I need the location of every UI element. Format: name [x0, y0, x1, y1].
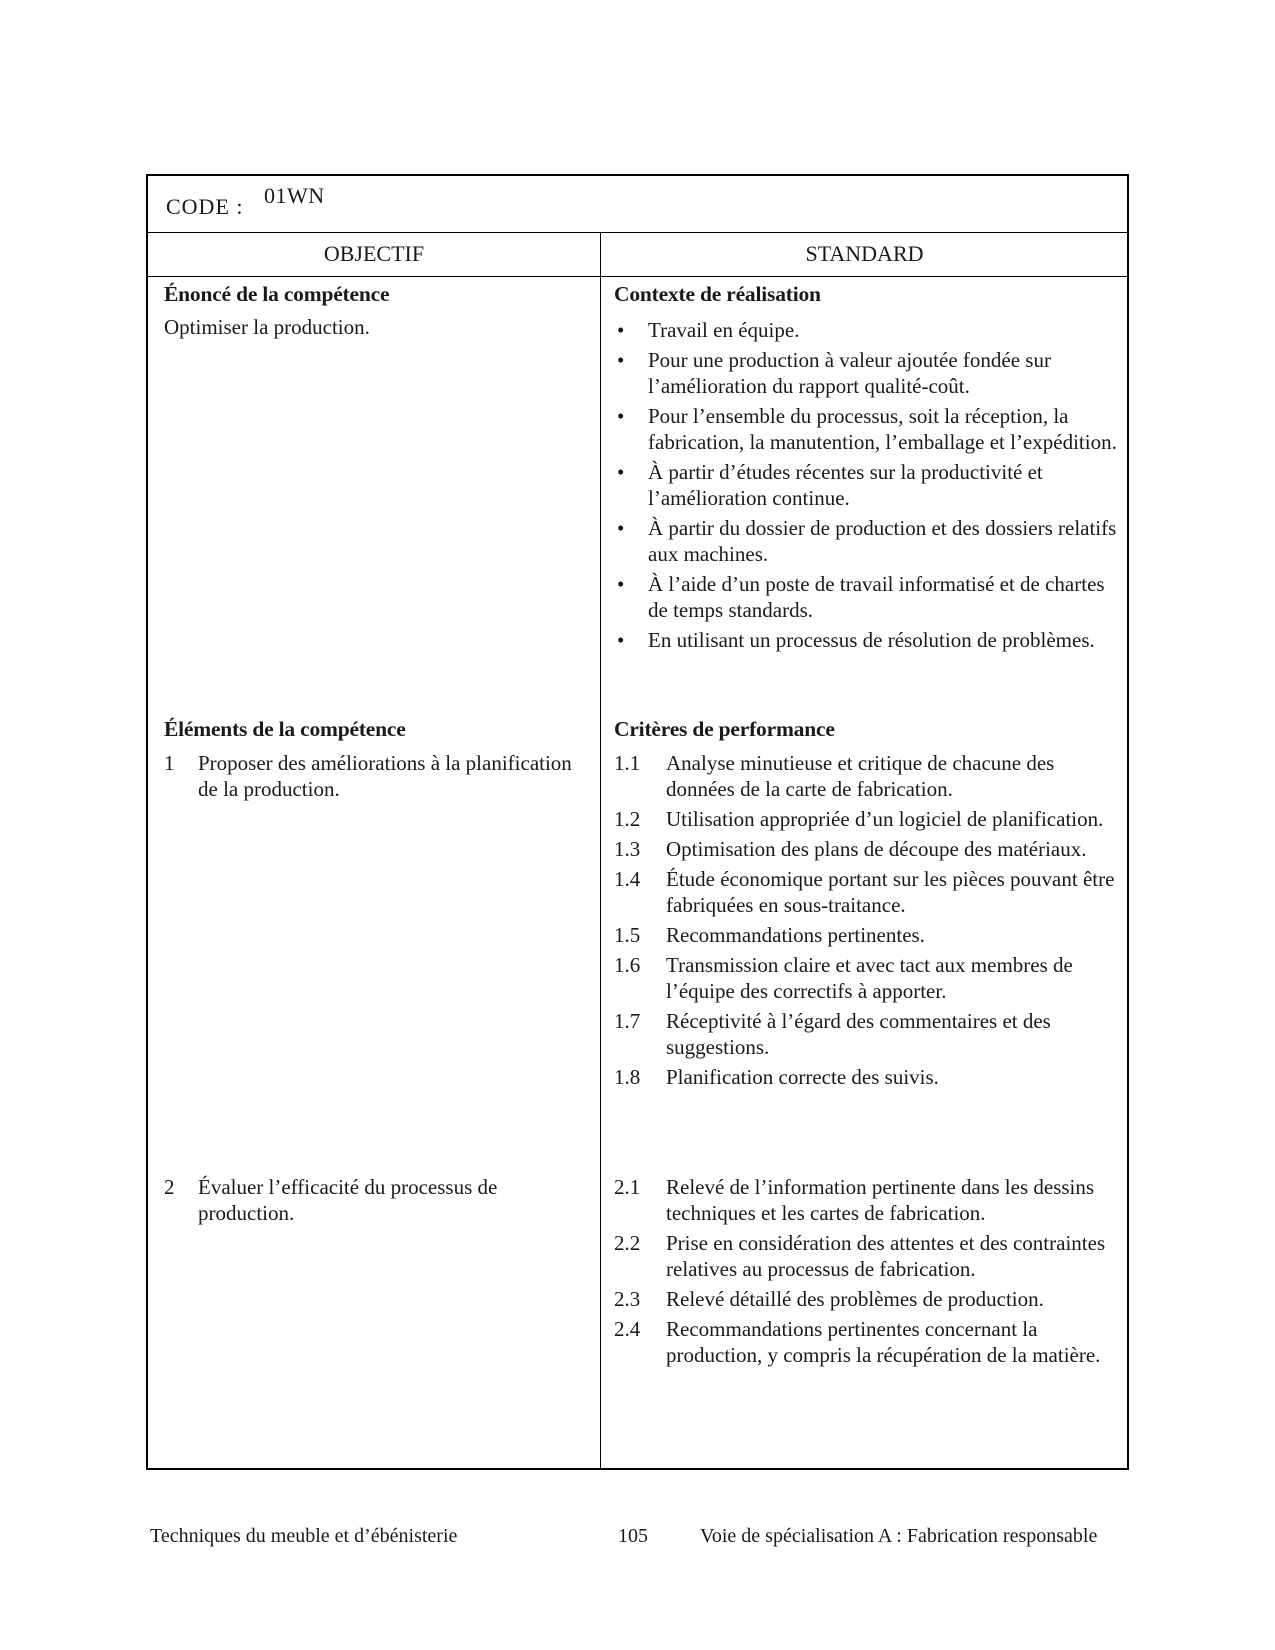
bullet-icon: •	[617, 318, 625, 342]
critere-item: 1.2 Utilisation appropriée d’un logiciel de planification.	[614, 807, 1104, 831]
contexte-item: • À l’aide d’un poste de travail informatisé et de chartes de temps standards.	[617, 572, 1105, 622]
contexte-item: • À partir du dossier de production et des dossiers relatifs aux machines.	[617, 516, 1117, 566]
critere-number: 1.2	[614, 807, 641, 831]
element-text: Évaluer l’efficacité du processus de production.	[198, 1175, 498, 1225]
contexte-item: • En utilisant un processus de résolution de problèmes.	[617, 628, 1095, 652]
critere-item: 2.2 Prise en considération des attentes et des contraintes relatives au processus de fabrication.	[614, 1231, 1106, 1281]
critere-item: 2.3 Relevé détaillé des problèmes de production.	[614, 1287, 1044, 1311]
critere-item: 1.6 Transmission claire et avec tact aux membres de l’équipe des correctifs à apporter.	[614, 953, 1073, 1003]
element-item-2	[164, 1174, 584, 1226]
bullet-icon: •	[617, 572, 625, 596]
critere-item: 1.8 Planification correcte des suivis.	[614, 1065, 939, 1089]
element-item	[164, 750, 584, 802]
code-value: 01WN	[264, 183, 325, 208]
critere-item: 1.7 Réceptivité à l’égard des commentaires et des suggestions.	[614, 1009, 1051, 1059]
contexte-item: • À partir d’études récentes sur la productivité et l’amélioration continue.	[617, 460, 1043, 510]
critere-number: 1.5	[614, 923, 641, 947]
criteres-section	[614, 716, 1124, 1094]
code-label: CODE :	[166, 194, 244, 219]
contexte-item: • Travail en équipe.	[617, 318, 800, 342]
enonce-section	[164, 281, 584, 340]
critere-number: 2.1	[614, 1175, 641, 1199]
elements-section	[164, 716, 584, 802]
criteres-list-2	[614, 1174, 1124, 1372]
critere-item: 1.3 Optimisation des plans de découpe des matériaux.	[614, 837, 1087, 861]
critere-item: 2.4 Recommandations pertinentes concernant la production, y compris la récupération de la matière.	[614, 1317, 1101, 1367]
column-header-row	[148, 232, 1127, 277]
critere-number: 2.2	[614, 1231, 641, 1255]
footer-right: Voie de spécialisation A : Fabrication responsable	[700, 1525, 1098, 1547]
contexte-section	[614, 281, 1124, 657]
critere-number: 1.7	[614, 1009, 641, 1033]
criteres-list-1	[614, 750, 1124, 1090]
column-header-standard: STANDARD	[805, 241, 924, 266]
element-text: Proposer des améliorations à la planification de la production.	[198, 751, 572, 801]
critere-item: 1.1 Analyse minutieuse et critique de chacune des données de la carte de fabrication.	[614, 751, 1055, 801]
element-number: 1	[164, 751, 175, 775]
enonce-text: Optimiser la production.	[164, 315, 370, 339]
critere-number: 1.8	[614, 1065, 641, 1089]
critere-number: 1.4	[614, 867, 641, 891]
bullet-icon: •	[617, 460, 625, 484]
contexte-item: • Pour l’ensemble du processus, soit la réception, la fabrication, la manutention, l’emballage et l’expédition.	[617, 404, 1117, 454]
contexte-list	[614, 317, 1124, 653]
code-row	[148, 176, 1127, 233]
footer-left: Techniques du meuble et d’ébénisterie	[150, 1525, 458, 1547]
critere-item: 1.4 Étude économique portant sur les pièces pouvant être fabriquées en sous-traitance.	[614, 867, 1115, 917]
criteres-title: Critères de performance	[614, 717, 835, 741]
enonce-title: Énoncé de la compétence	[164, 282, 390, 306]
column-header-objectif: OBJECTIF	[323, 241, 425, 266]
footer-page-number: 105	[618, 1525, 648, 1547]
critere-number: 2.4	[614, 1317, 641, 1341]
column-divider	[600, 232, 601, 1468]
element-number: 2	[164, 1175, 175, 1199]
critere-number: 1.6	[614, 953, 641, 977]
bullet-icon: •	[617, 628, 625, 652]
contexte-title: Contexte de réalisation	[614, 282, 821, 306]
critere-item: 2.1 Relevé de l’information pertinente dans les dessins techniques et les cartes de fabrication.	[614, 1175, 1095, 1225]
critere-number: 2.3	[614, 1287, 641, 1311]
critere-number: 1.3	[614, 837, 641, 861]
contexte-item: • Pour une production à valeur ajoutée fondée sur l’amélioration du rapport qualité-coût.	[617, 348, 1051, 398]
critere-item: 1.5 Recommandations pertinentes.	[614, 923, 925, 947]
elements-title: Éléments de la compétence	[164, 717, 406, 741]
bullet-icon: •	[617, 516, 625, 540]
element-item	[164, 1174, 584, 1226]
bullet-icon: •	[617, 404, 625, 428]
critere-number: 1.1	[614, 751, 641, 775]
bullet-icon: •	[617, 348, 625, 372]
competency-table	[146, 174, 1129, 1470]
